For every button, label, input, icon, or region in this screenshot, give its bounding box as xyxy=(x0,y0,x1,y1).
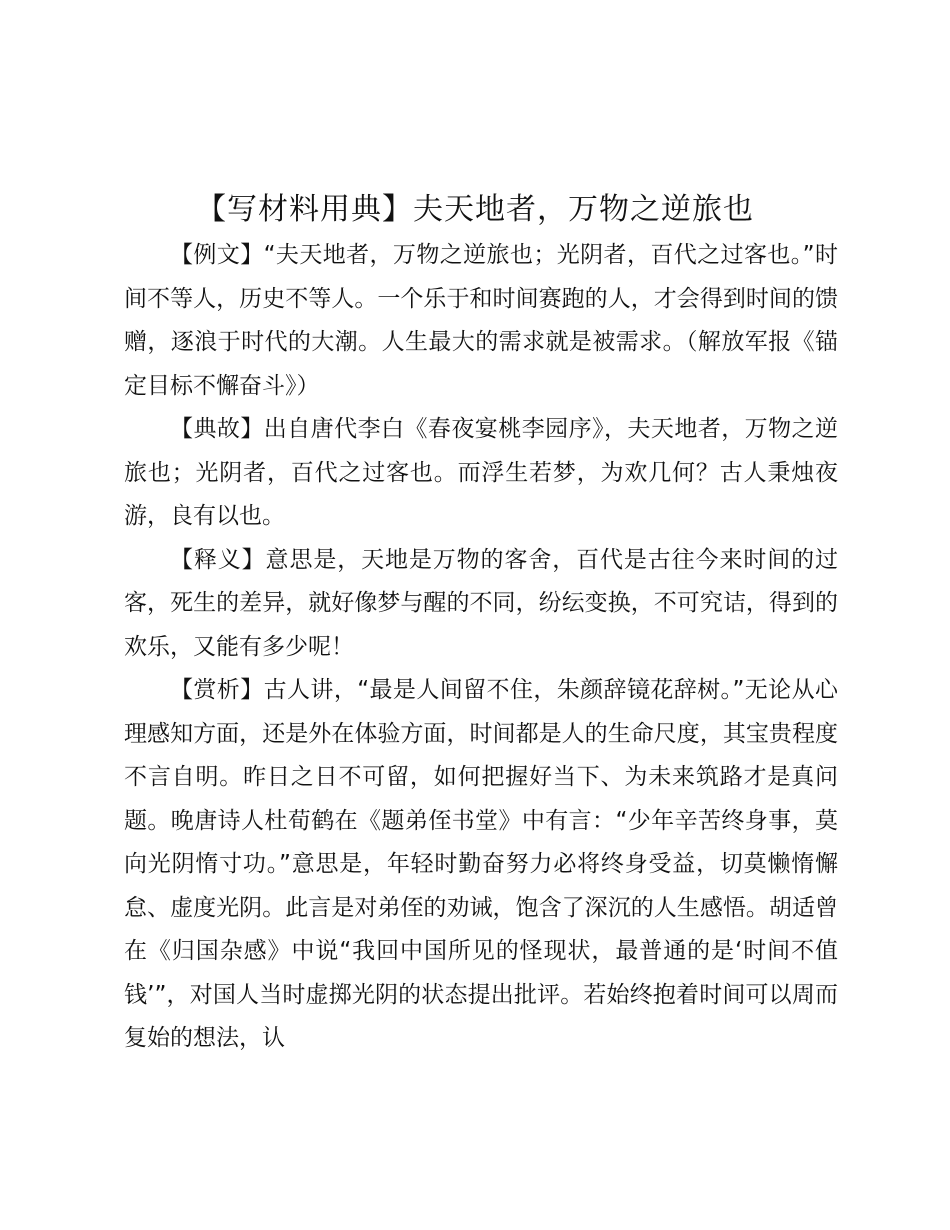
document-body xyxy=(124,234,838,1061)
paragraph-meaning: 【释义】意思是，天地是万物的客舍，百代是古往今来时间的过客，死生的差异，就好像梦与醒的不同，纷纭变换，不可究诘，得到的欢乐，又能有多少呢！ xyxy=(124,546,838,660)
paragraph-allusion: 【典故】出自唐代李白《春夜宴桃李园序》，夫天地者，万物之逆旅也；光阴者，百代之过客也。而浮生若梦，为欢几何？古人秉烛夜游，良有以也。 xyxy=(124,416,838,529)
document-title: 【写材料用典】夫天地者，万物之逆旅也 xyxy=(196,192,754,228)
paragraph-example: 【例文】“夫天地者，万物之逆旅也；光阴者，百代之过客也。”时间不等人，历史不等人。一个乐于和时间赛跑的人，才会得到时间的馈赠，逐浪于时代的大潮。人生最大的需求就是被需求。（解放军报《锚定目标不懈奋斗》） xyxy=(124,242,838,399)
paragraph-appreciation: 【赏析】古人讲，“最是人间留不住，朱颜辞镜花辞树。”无论从心理感知方面，还是外在体验方面，时间都是人的生命尺度，其宝贵程度不言自明。昨日之日不可留，如何把握好当下、为未来筑路才是真问题。晚唐诗人杜荀鹤在《题弟侄书堂》中有言：“少年辛苦终身事，莫向光阴惰寸功。”意思是，年轻时勤奋努力必将终身受益，切莫懒惰懈怠、虚度光阴。此言是对弟侄的劝诫，饱含了深沉的人生感悟。胡适曾在《归国杂感》中说“我回中国所见的怪现状，最普通的是‘时间不值钱’”，对国人当时虚掷光阴的状态提出批评。若始终抱着时间可以周而复始的想法，认 xyxy=(124,677,838,1051)
